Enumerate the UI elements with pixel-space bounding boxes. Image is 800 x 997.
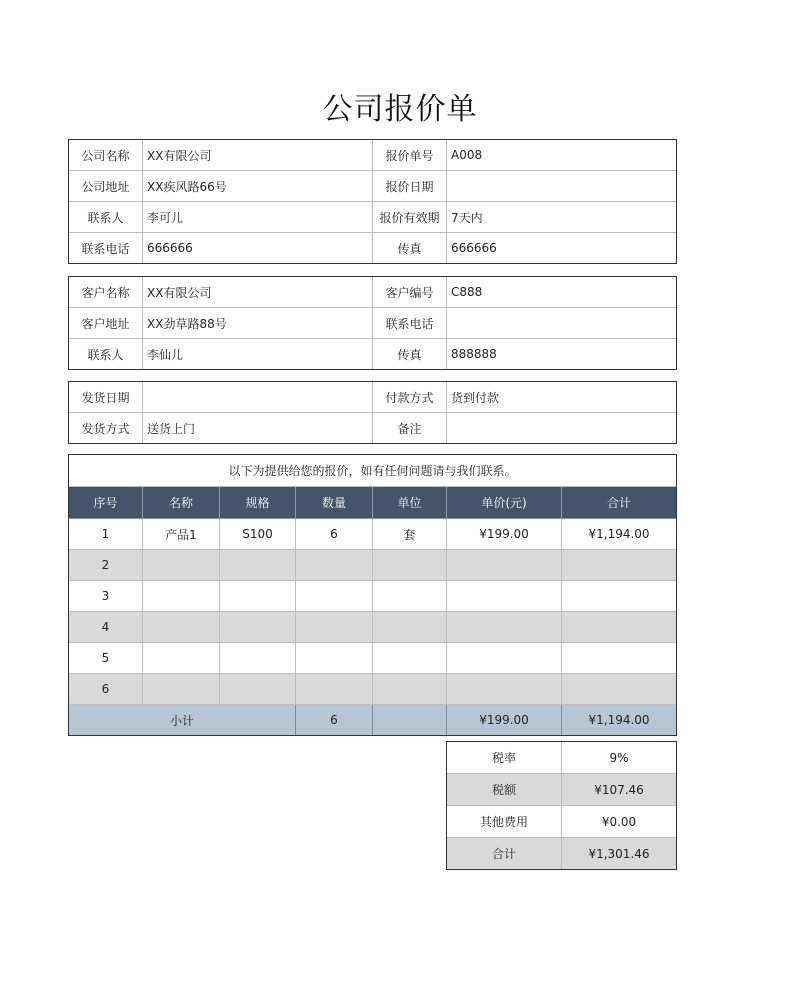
shipping-row xyxy=(69,413,677,444)
summary-table xyxy=(446,741,677,870)
item-unit[interactable] xyxy=(373,581,447,612)
quote-validity-value[interactable]: 7天内 xyxy=(447,202,677,233)
customer-address-value[interactable]: XX劲草路88号 xyxy=(143,308,373,339)
table-row xyxy=(69,643,677,674)
item-qty[interactable] xyxy=(296,581,373,612)
col-header-no: 序号 xyxy=(69,487,143,519)
item-no: 3 xyxy=(69,581,143,612)
customer-address-label: 客户地址 xyxy=(69,308,143,339)
item-no: 6 xyxy=(69,674,143,705)
shipping-row xyxy=(69,382,677,413)
other-fee-label: 其他费用 xyxy=(447,806,562,838)
col-header-total: 合计 xyxy=(562,487,677,519)
tax-rate-label: 税率 xyxy=(447,742,562,774)
item-name[interactable] xyxy=(143,643,220,674)
company-name-label: 公司名称 xyxy=(69,140,143,171)
item-spec[interactable] xyxy=(220,550,296,581)
subtotal-total: ¥1,194.00 xyxy=(562,705,677,736)
tax-amount-label: 税额 xyxy=(447,774,562,806)
item-total[interactable] xyxy=(562,612,677,643)
customer-contact-label: 联系人 xyxy=(69,339,143,370)
summary-row xyxy=(447,806,677,838)
item-qty[interactable]: 6 xyxy=(296,519,373,550)
item-total[interactable] xyxy=(562,643,677,674)
item-qty[interactable] xyxy=(296,674,373,705)
tax-amount-value: ¥107.46 xyxy=(562,774,677,806)
other-fee-value[interactable]: ¥0.00 xyxy=(562,806,677,838)
item-spec[interactable]: S100 xyxy=(220,519,296,550)
grand-total-label: 合计 xyxy=(447,838,562,870)
item-name[interactable] xyxy=(143,674,220,705)
company-fax-label: 传真 xyxy=(373,233,447,264)
item-spec[interactable] xyxy=(220,643,296,674)
item-total[interactable] xyxy=(562,550,677,581)
quote-number-label: 报价单号 xyxy=(373,140,447,171)
customer-fax-value[interactable]: 888888 xyxy=(447,339,677,370)
item-qty[interactable] xyxy=(296,550,373,581)
company-address-value[interactable]: XX疾风路66号 xyxy=(143,171,373,202)
item-spec[interactable] xyxy=(220,612,296,643)
col-header-spec: 规格 xyxy=(220,487,296,519)
payment-method-label: 付款方式 xyxy=(373,382,447,413)
company-contact-value[interactable]: 李可儿 xyxy=(143,202,373,233)
notice-row xyxy=(69,455,677,487)
customer-name-label: 客户名称 xyxy=(69,277,143,308)
item-price[interactable] xyxy=(447,581,562,612)
customer-info-table xyxy=(68,276,677,370)
items-table xyxy=(68,454,677,736)
item-no: 1 xyxy=(69,519,143,550)
customer-number-label: 客户编号 xyxy=(373,277,447,308)
table-row xyxy=(69,612,677,643)
quote-validity-label: 报价有效期 xyxy=(373,202,447,233)
remarks-label: 备注 xyxy=(373,413,447,444)
quote-date-label: 报价日期 xyxy=(373,171,447,202)
col-header-qty: 数量 xyxy=(296,487,373,519)
item-name[interactable] xyxy=(143,581,220,612)
col-header-unit: 单位 xyxy=(373,487,447,519)
customer-row xyxy=(69,339,677,370)
col-header-name: 名称 xyxy=(143,487,220,519)
grand-total-value: ¥1,301.46 xyxy=(562,838,677,870)
item-unit[interactable]: 套 xyxy=(373,519,447,550)
customer-contact-value[interactable]: 李仙儿 xyxy=(143,339,373,370)
customer-phone-label: 联系电话 xyxy=(373,308,447,339)
page-title: 公司报价单 xyxy=(322,92,478,127)
company-address-label: 公司地址 xyxy=(69,171,143,202)
item-name[interactable]: 产品1 xyxy=(143,519,220,550)
company-row xyxy=(69,140,677,171)
company-row xyxy=(69,233,677,264)
item-price[interactable] xyxy=(447,550,562,581)
ship-method-value[interactable]: 送货上门 xyxy=(143,413,373,444)
table-row xyxy=(69,550,677,581)
company-fax-value[interactable]: 666666 xyxy=(447,233,677,264)
customer-row xyxy=(69,308,677,339)
ship-method-label: 发货方式 xyxy=(69,413,143,444)
tax-rate-value[interactable]: 9% xyxy=(562,742,677,774)
quote-date-value[interactable] xyxy=(447,171,677,202)
customer-name-value[interactable]: XX有限公司 xyxy=(143,277,373,308)
item-spec[interactable] xyxy=(220,674,296,705)
item-unit[interactable] xyxy=(373,612,447,643)
item-unit[interactable] xyxy=(373,643,447,674)
table-row xyxy=(69,581,677,612)
summary-row xyxy=(447,838,677,870)
table-row xyxy=(69,674,677,705)
subtotal-row xyxy=(69,705,677,736)
item-unit[interactable] xyxy=(373,674,447,705)
customer-phone-value[interactable] xyxy=(447,308,677,339)
subtotal-label: 小计 xyxy=(69,705,296,736)
company-info-table xyxy=(68,139,677,264)
item-spec[interactable] xyxy=(220,581,296,612)
customer-number-value[interactable]: C888 xyxy=(447,277,677,308)
item-price[interactable] xyxy=(447,643,562,674)
ship-date-value[interactable] xyxy=(143,382,373,413)
item-total[interactable] xyxy=(562,674,677,705)
item-qty[interactable] xyxy=(296,643,373,674)
item-unit[interactable] xyxy=(373,550,447,581)
company-phone-value[interactable]: 666666 xyxy=(143,233,373,264)
company-name-value[interactable]: XX有限公司 xyxy=(143,140,373,171)
item-qty[interactable] xyxy=(296,612,373,643)
item-price[interactable]: ¥199.00 xyxy=(447,519,562,550)
item-name[interactable] xyxy=(143,612,220,643)
item-total[interactable] xyxy=(562,581,677,612)
subtotal-price: ¥199.00 xyxy=(447,705,562,736)
customer-fax-label: 传真 xyxy=(373,339,447,370)
item-no: 5 xyxy=(69,643,143,674)
items-header-row xyxy=(69,487,677,519)
customer-row xyxy=(69,277,677,308)
remarks-value[interactable] xyxy=(447,413,677,444)
quote-number-value[interactable]: A008 xyxy=(447,140,677,171)
item-price[interactable] xyxy=(447,674,562,705)
ship-date-label: 发货日期 xyxy=(69,382,143,413)
summary-row xyxy=(447,774,677,806)
subtotal-unit xyxy=(373,705,447,736)
company-row xyxy=(69,202,677,233)
item-no: 4 xyxy=(69,612,143,643)
col-header-price: 单价(元) xyxy=(447,487,562,519)
summary-row xyxy=(447,742,677,774)
item-price[interactable] xyxy=(447,612,562,643)
quote-notice: 以下为提供给您的报价，如有任何问题请与我们联系。 xyxy=(69,455,677,487)
company-phone-label: 联系电话 xyxy=(69,233,143,264)
shipping-info-table xyxy=(68,381,677,444)
subtotal-qty: 6 xyxy=(296,705,373,736)
table-row xyxy=(69,519,677,550)
company-contact-label: 联系人 xyxy=(69,202,143,233)
item-name[interactable] xyxy=(143,550,220,581)
payment-method-value[interactable]: 货到付款 xyxy=(447,382,677,413)
item-total[interactable]: ¥1,194.00 xyxy=(562,519,677,550)
item-no: 2 xyxy=(69,550,143,581)
company-row xyxy=(69,171,677,202)
